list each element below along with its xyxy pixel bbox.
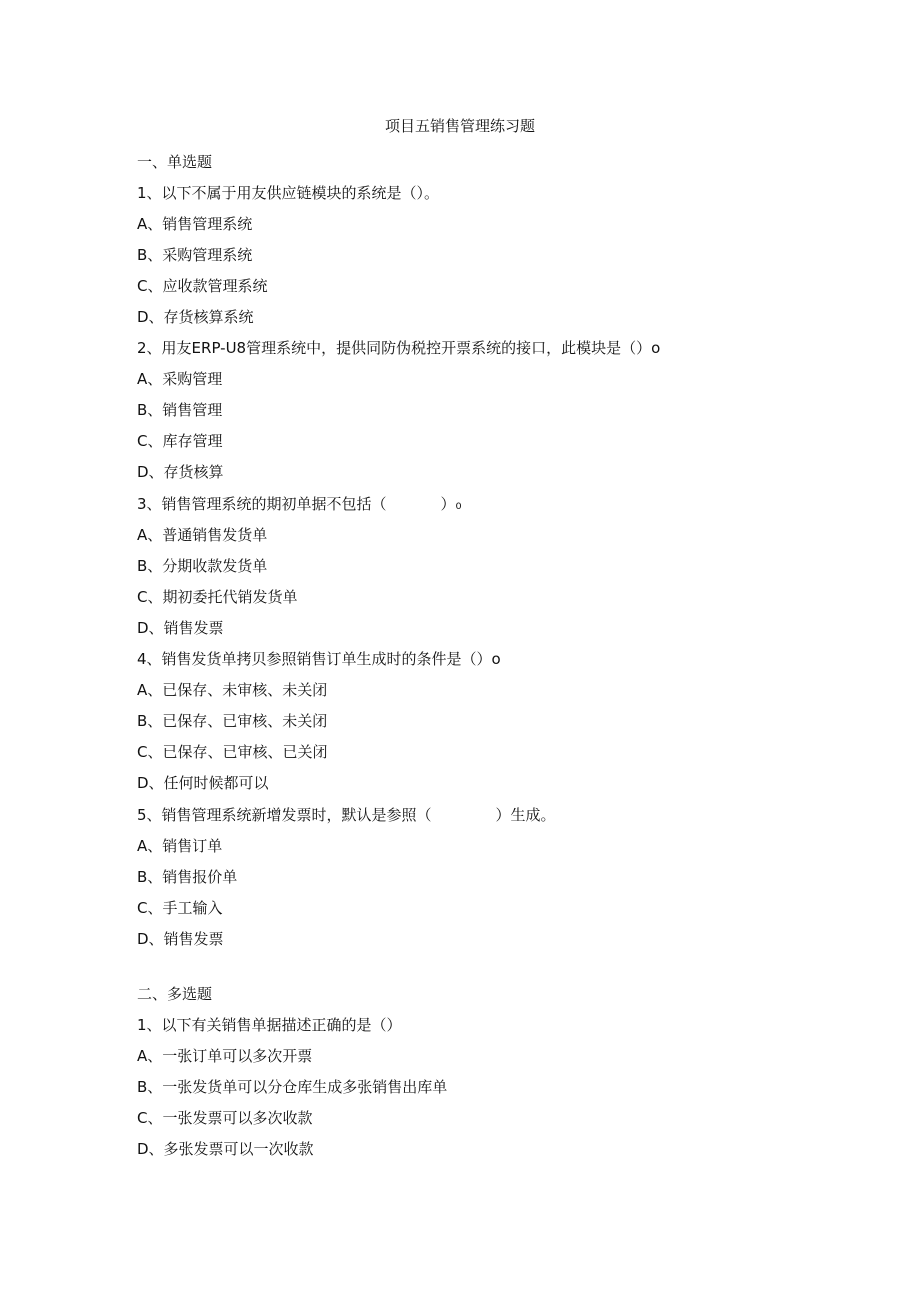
question-1 xyxy=(137,177,837,332)
option-d: D、存货核算 xyxy=(137,463,224,482)
question-3 xyxy=(137,488,837,643)
option-d: D、存货核算系统 xyxy=(137,308,254,327)
question-stem: 1、以下不属于用友供应链模块的系统是（）。 xyxy=(137,183,440,202)
option-b: B、销售管理 xyxy=(137,401,223,420)
option-b: B、已保存、已审核、未关闭 xyxy=(137,712,328,731)
option-d: D、任何时候都可以 xyxy=(137,774,269,793)
question-stem: 4、销售发货单拷贝参照销售订单生成时的条件是（）o xyxy=(137,650,501,669)
section-single-choice xyxy=(137,146,837,954)
section-heading: 一、单选题 xyxy=(137,152,213,171)
question-stem: 2、用友ERP-U8管理系统中，提供同防伪税控开票系统的接口，此模块是（）o xyxy=(137,339,661,358)
option-c: C、库存管理 xyxy=(137,432,223,451)
question-2 xyxy=(137,333,837,488)
document-title: 项目五销售管理练习题 xyxy=(384,117,535,135)
option-d: D、销售发票 xyxy=(137,929,224,948)
option-c: C、已保存、已审核、已关闭 xyxy=(137,743,328,762)
question-1 xyxy=(137,1010,837,1165)
question-stem xyxy=(137,799,837,830)
section-multiple-choice xyxy=(137,978,837,1165)
option-b: B、销售报价单 xyxy=(137,867,238,886)
option-b: B、采购管理系统 xyxy=(137,245,253,264)
option-c: C、期初委托代销发货单 xyxy=(137,587,298,606)
option-c: C、应收款管理系统 xyxy=(137,276,268,295)
option-a: A、一张订单可以多次开票 xyxy=(137,1047,313,1066)
option-c: C、手工输入 xyxy=(137,898,223,917)
document-body xyxy=(137,146,837,1165)
option-a: A、已保存、未审核、未关闭 xyxy=(137,681,328,700)
question-5 xyxy=(137,799,837,954)
option-a: A、销售管理系统 xyxy=(137,214,253,233)
option-c: C、一张发票可以多次收款 xyxy=(137,1109,313,1128)
stem-start: 5、销售管理系统新增发票时，默认是参照（ xyxy=(137,805,432,824)
option-d: D、销售发票 xyxy=(137,618,224,637)
option-b: B、一张发货单可以分仓库生成多张销售出库单 xyxy=(137,1078,448,1097)
question-4 xyxy=(137,644,837,799)
question-stem: 1、以下有关销售单据描述正确的是（） xyxy=(137,1016,402,1035)
option-b: B、分期收款发货单 xyxy=(137,556,268,575)
stem-end: ）生成。 xyxy=(495,805,556,824)
option-a: A、普通销售发货单 xyxy=(137,525,268,544)
stem-end: ）₀ xyxy=(440,494,462,513)
question-stem xyxy=(137,488,837,519)
option-d: D、多张发票可以一次收款 xyxy=(137,1140,314,1159)
stem-start: 3、销售管理系统的期初单据不包括（ xyxy=(137,494,387,513)
section-heading: 二、多选题 xyxy=(137,984,213,1003)
option-a: A、采购管理 xyxy=(137,370,223,389)
option-a: A、销售订单 xyxy=(137,836,223,855)
